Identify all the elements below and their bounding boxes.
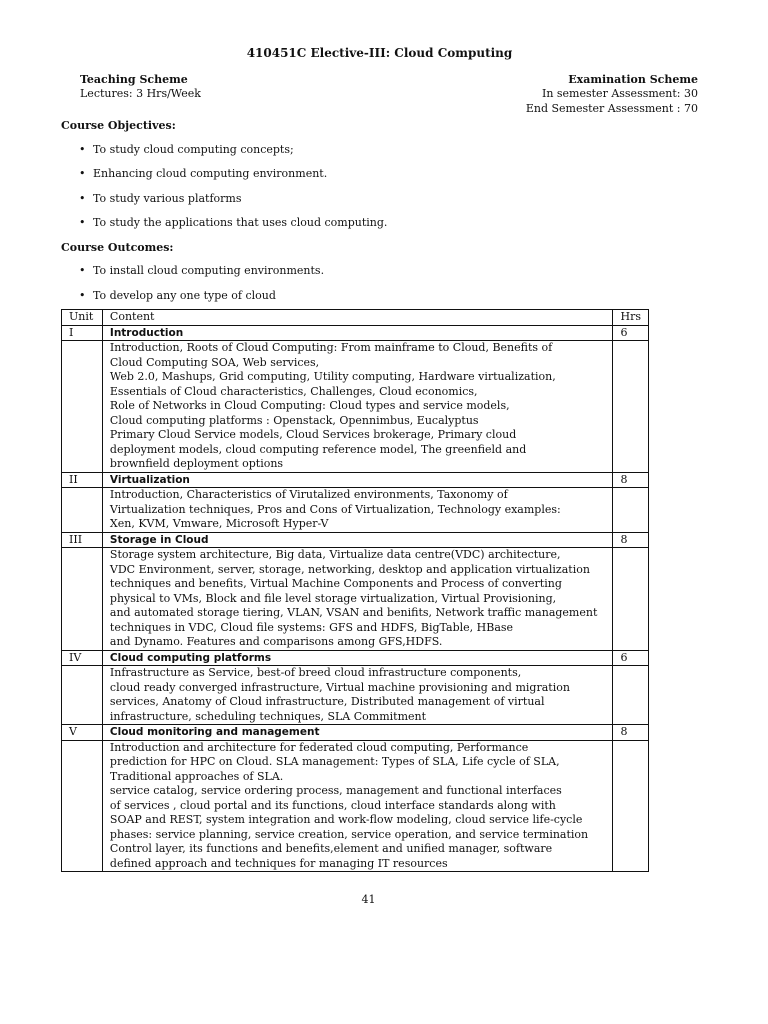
header-content: Content xyxy=(102,310,613,326)
objectives-heading: Course Objectives: xyxy=(61,119,176,132)
in-semester-assessment: In semester Assessment: 30 xyxy=(541,87,698,100)
course-title: 410451C Elective-III: Cloud Computing xyxy=(246,46,513,60)
list-item: • To develop any one type of cloud xyxy=(79,288,276,302)
list-item: • To study various platforms xyxy=(79,191,242,205)
list-item: • Enhancing cloud computing environment. xyxy=(79,167,328,180)
unit-title-row xyxy=(62,725,649,741)
unit-hours-empty xyxy=(613,740,649,872)
unit-number: V xyxy=(62,725,103,741)
bullet-icon: • xyxy=(79,288,86,302)
bullet-icon: • xyxy=(79,191,86,205)
teaching-scheme-lectures: Lectures: 3 Hrs/Week xyxy=(80,87,201,100)
teaching-scheme-heading: Teaching Scheme xyxy=(80,72,188,86)
content-line: Role of Networks in Cloud Computing: Cloud types and service models, xyxy=(109,399,510,412)
content-line: Xen, KVM, Vmware, Microsoft Hyper-V xyxy=(109,517,329,530)
unit-hours: 8 xyxy=(613,532,649,548)
content-line: Cloud computing platforms : Openstack, Opennimbus, Eucalyptus xyxy=(109,413,479,427)
content-line: Introduction and architecture for federated cloud computing, Performance xyxy=(109,740,529,754)
bullet-icon: • xyxy=(79,216,86,229)
content-line: physical to VMs, Block and file level storage virtualization, Virtual Provisioning, xyxy=(109,591,557,605)
unit-content-row xyxy=(62,740,649,872)
unit-number: II xyxy=(62,472,103,488)
examination-scheme-heading: Examination Scheme xyxy=(568,72,698,86)
unit-hours-empty xyxy=(613,488,649,533)
outcomes-list xyxy=(61,264,698,303)
content-line: services, Anatomy of Cloud infrastructure, Distributed management of virtual xyxy=(109,695,545,708)
content-line: Web 2.0, Mashups, Grid computing, Utility computing, Hardware virtualization, xyxy=(109,370,556,383)
unit-title-row xyxy=(62,650,649,666)
unit-content-row xyxy=(62,548,649,651)
bullet-icon: • xyxy=(79,167,86,180)
teaching-scheme xyxy=(61,73,201,117)
unit-title-row xyxy=(62,472,649,488)
unit-hours: 6 xyxy=(613,650,649,666)
unit-number-empty xyxy=(62,666,103,725)
unit-content xyxy=(102,740,613,872)
unit-title-row xyxy=(62,532,649,548)
unit-content xyxy=(102,666,613,725)
content-line: SOAP and REST, system integration and work-flow modeling, cloud service life-cycle xyxy=(109,813,583,826)
header-unit: Unit xyxy=(62,310,103,326)
unit-content xyxy=(102,548,613,651)
content-line: Cloud Computing SOA, Web services, xyxy=(109,355,320,369)
unit-hours: 8 xyxy=(613,472,649,488)
unit-hours-empty xyxy=(613,666,649,725)
content-line: cloud ready converged infrastructure, Virtual machine provisioning and migration xyxy=(109,680,570,694)
examination-scheme xyxy=(526,73,698,117)
unit-title: Virtualization xyxy=(102,472,613,488)
content-line: VDC Environment, server, storage, networking, desktop and application virtualization xyxy=(109,562,590,576)
page-number: 41 xyxy=(361,893,376,906)
content-line: Essentials of Cloud characteristics, Challenges, Cloud economics, xyxy=(109,384,478,398)
list-item: • To study the applications that uses cloud computing. xyxy=(79,216,388,229)
unit-number-empty xyxy=(62,548,103,651)
list-item: • To install cloud computing environments. xyxy=(79,264,325,277)
content-line: service catalog, service ordering process, management and functional interfaces xyxy=(109,784,562,797)
content-line: and automated storage tiering, VLAN, VSAN and benifits, Network traffic management xyxy=(109,606,598,619)
unit-content-row xyxy=(62,341,649,473)
content-line: and Dynamo. Features and comparisons among GFS,HDFS. xyxy=(109,635,443,648)
content-line: Control layer, its functions and benefits,element and unified manager, software xyxy=(109,842,553,855)
content-line: brownfield deployment options xyxy=(109,457,284,470)
bullet-icon: • xyxy=(79,142,86,156)
content-line: prediction for HPC on Cloud. SLA management: Types of SLA, Life cycle of SLA, xyxy=(109,755,560,768)
unit-title: Cloud computing platforms xyxy=(102,650,613,666)
outcomes-heading: Course Outcomes: xyxy=(61,240,174,254)
unit-hours: 6 xyxy=(613,325,649,341)
unit-title-row xyxy=(62,325,649,341)
unit-content xyxy=(102,341,613,473)
unit-hours: 8 xyxy=(613,725,649,741)
content-line: defined approach and techniques for managing IT resources xyxy=(109,856,448,870)
unit-content-row xyxy=(62,666,649,725)
unit-content-row xyxy=(62,488,649,533)
content-line: Infrastructure as Service, best-of breed cloud infrastructure components, xyxy=(109,666,522,679)
unit-number-empty xyxy=(62,488,103,533)
scheme-block xyxy=(61,73,698,117)
content-line: techniques and benefits, Virtual Machine Components and Process of converting xyxy=(109,577,562,590)
unit-number-empty xyxy=(62,740,103,872)
bullet-icon: • xyxy=(79,264,86,277)
content-line: Traditional approaches of SLA. xyxy=(109,769,284,783)
unit-number: IV xyxy=(62,650,103,666)
unit-number-empty xyxy=(62,341,103,473)
objectives-list xyxy=(61,143,698,231)
unit-title: Storage in Cloud xyxy=(102,532,613,548)
content-line: Primary Cloud Service models, Cloud Services brokerage, Primary cloud xyxy=(109,428,517,441)
document-page xyxy=(61,46,698,872)
unit-number: I xyxy=(62,325,103,341)
content-line: Introduction, Characteristics of Virutalized environments, Taxonomy of xyxy=(109,488,508,501)
unit-title: Introduction xyxy=(102,325,613,341)
unit-hours-empty xyxy=(613,548,649,651)
unit-title: Cloud monitoring and management xyxy=(102,725,613,741)
header-hrs: Hrs xyxy=(613,310,649,326)
unit-number: III xyxy=(62,532,103,548)
content-line: Virtualization techniques, Pros and Cons of Virtualization, Technology examples: xyxy=(109,502,561,516)
content-line: phases: service planning, service creation, service operation, and service termination xyxy=(109,827,589,841)
content-line: infrastructure, scheduling techniques, SLA Commitment xyxy=(109,709,427,723)
syllabus-table xyxy=(61,309,649,872)
content-line: Storage system architecture, Big data, Virtualize data centre(VDC) architecture, xyxy=(109,548,561,561)
content-line: Introduction, Roots of Cloud Computing: From mainframe to Cloud, Benefits of xyxy=(109,341,553,354)
content-line: of services , cloud portal and its functions, cloud interface standards along with xyxy=(109,798,556,812)
content-line: techniques in VDC, Cloud file systems: GFS and HDFS, BigTable, HBase xyxy=(109,620,514,634)
list-item: • To study cloud computing concepts; xyxy=(79,142,294,156)
unit-content xyxy=(102,488,613,533)
end-semester-assessment: End Semester Assessment : 70 xyxy=(525,101,698,115)
unit-hours-empty xyxy=(613,341,649,473)
content-line: deployment models, cloud computing reference model, The greenfield and xyxy=(109,442,527,456)
table-header-row xyxy=(62,310,649,326)
